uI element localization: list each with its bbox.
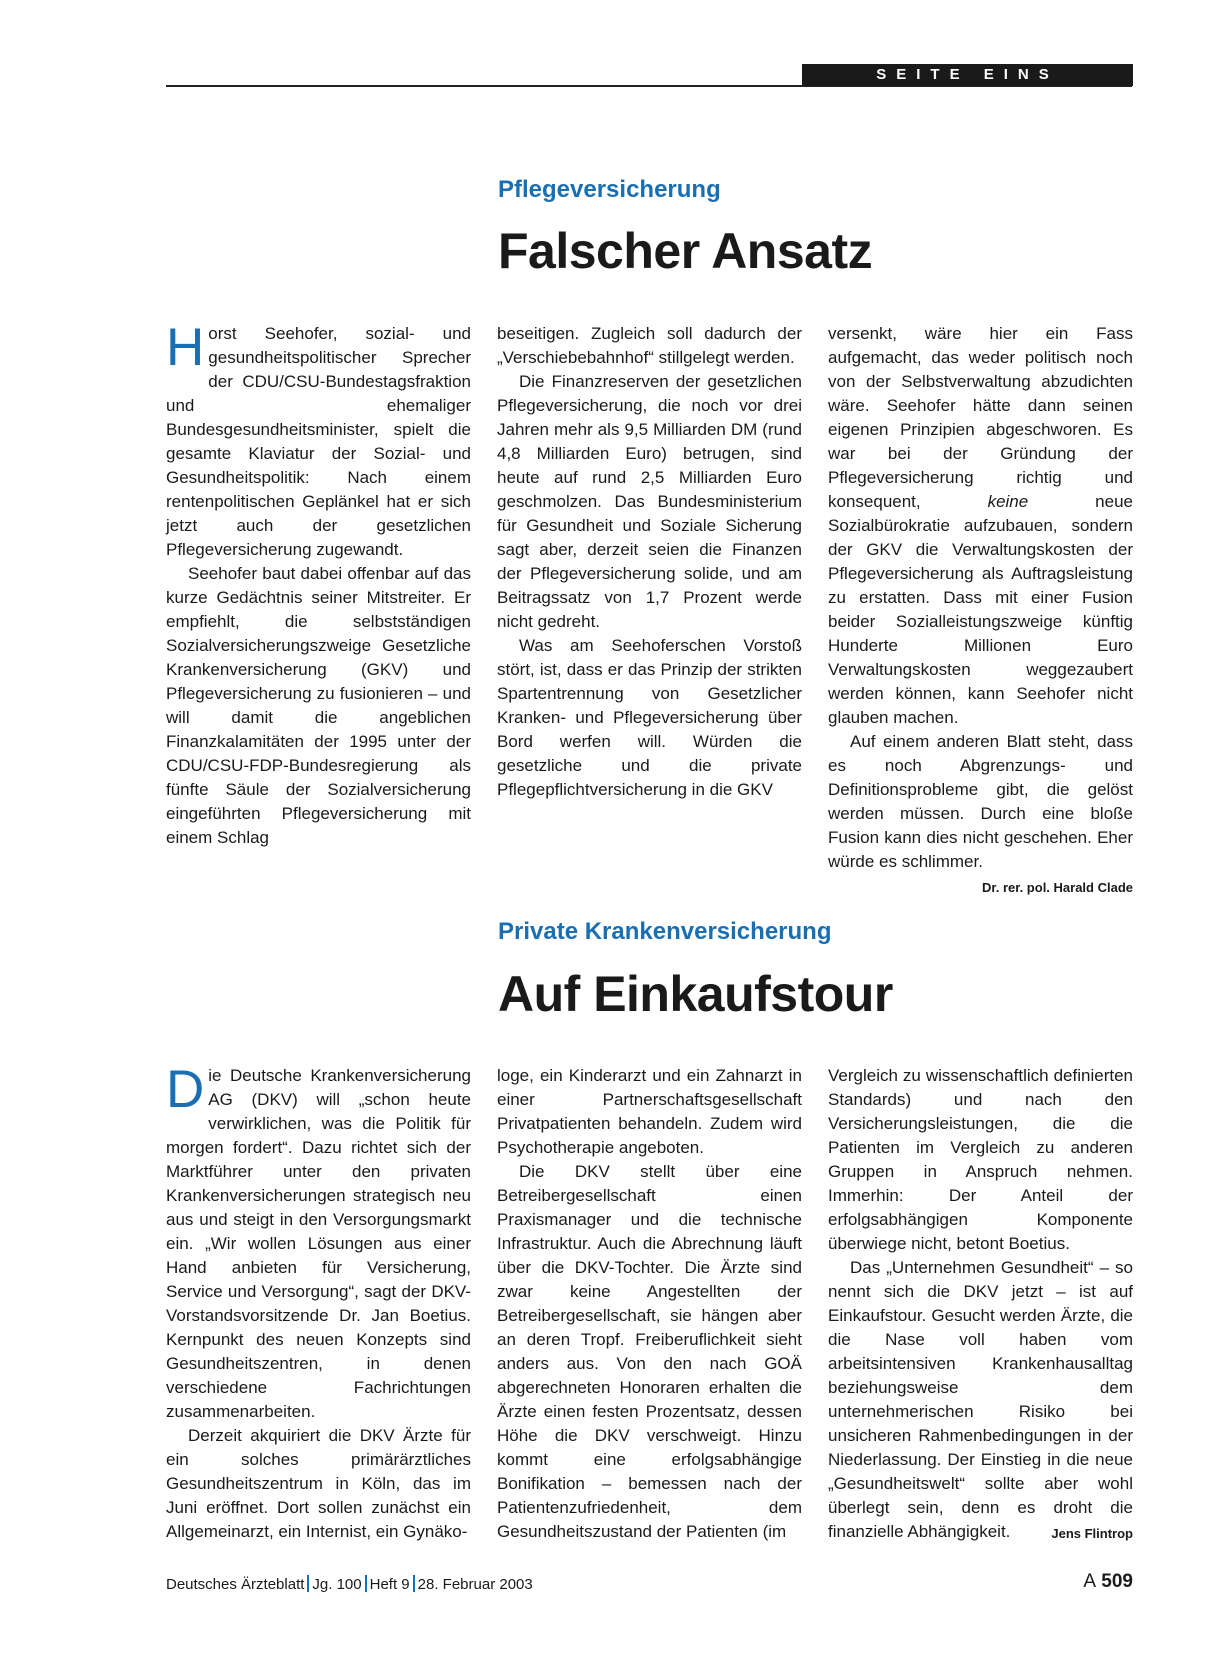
paragraph: Horst Seehofer, sozial- und gesundheitspolitischer Sprecher der CDU/CSU-Bundestagsfraktion und ehemaliger Bundesgesundheitsminister, spielt die gesamte Klaviatur der Sozial- und Gesundheitspolitik: Nach einem rentenpolitischen Geplänkel hat er sich jetzt auch der gesetzlichen Pflegeversicherung zugewandt.: [166, 318, 471, 559]
author-byline: Jens Flintrop: [1051, 1526, 1133, 1541]
page-footer: [166, 1575, 533, 1593]
article2-column-3: [828, 1064, 1133, 1546]
paragraph: Seehofer baut dabei offenbar auf das kurze Gedächtnis seiner Mitstreiter. Er empfiehlt, die selbstständigen Sozialversicherungszweige Gesetzliche Krankenversicherung (GKV) und Pflegeversicherung zu fusionieren – und will damit die angeblichen Finanzkalamitäten der 1995 unter der CDU/CSU-FDP-Bundesregierung als fünfte Säule der Sozialversicherung eingeführten Pflegeversicherung mit einem Schlag: [166, 564, 471, 847]
article1-column-2: [497, 322, 802, 802]
drop-cap: H: [166, 318, 205, 377]
issue-date: 28. Februar 2003: [417, 1576, 533, 1593]
section-label: SEITE EINS: [802, 64, 1133, 86]
drop-cap: D: [166, 1060, 205, 1119]
paragraph: Die Finanzreserven der gesetzlichen Pflegeversicherung, die noch vor drei Jahren mehr als 9,5 Milliarden DM (rund 4,8 Milliarden Euro) betrugen, sind heute auf rund 2,5 Milliarden Euro geschmolzen. Das Bundesministerium für Gesundheit und Soziale Sicherung sagt aber, derzeit seien die Finanzen der Pflegeversicherung solide, und am Beitragssatz von 1,7 Prozent werde nicht gedreht.: [497, 372, 802, 631]
paragraph: loge, ein Kinderarzt und ein Zahnarzt in einer Partnerschaftsgesellschaft Privatpatienten behandeln. Zudem wird Psychotherapie angeboten.: [497, 1066, 802, 1157]
article2-kicker: Private Krankenversicherung: [498, 918, 832, 945]
page-number: A 509: [1083, 1571, 1133, 1592]
article2-column-1: [166, 1060, 471, 1544]
article1-column-1: [166, 318, 471, 850]
paragraph: Das „Unternehmen Gesundheit“ – so nennt sich die DKV jetzt – ist auf Einkaufstour. Gesucht werden Ärzte, die die Nase voll haben vom arbeitsintensiven Krankenhausalltag beziehungsweise dem unternehmerischen Risiko bei unsicheren Rahmenbedingungen in der Niederlassung. Der Einstieg in die neue „Gesundheitswelt“ sollte aber wohl überlegt sein, denn es droht die finanzielle Abhängigkeit. Jens Flintrop: [828, 1256, 1133, 1544]
paragraph: Derzeit akquiriert die DKV Ärzte für ein solches primärärztliches Gesundheitszentrum in Köln, das im Juni eröffnet. Dort sollen zunächst ein Allgemeinarzt, ein Internist, ein Gynäko-: [166, 1426, 471, 1541]
paragraph: beseitigen. Zugleich soll dadurch der „Verschiebebahnhof“ stillgelegt werden.: [497, 324, 802, 367]
paragraph: Was am Seehoferschen Vorstoß stört, ist, dass er das Prinzip der strikten Spartentrennung von Gesetzlicher Kranken- und Pflegeversicherung über Bord werfen will. Würden die gesetzliche und die private Pflegepflichtversicherung in die GKV: [497, 636, 802, 799]
paragraph: Vergleich zu wissenschaftlich definierten Standards) und nach den Versicherungsleistungen, die die Patienten im Vergleich zu anderen Gruppen in Anspruch nehmen. Immerhin: Der Anteil der erfolgsabhängigen Komponente überwiege nicht, betont Boetius.: [828, 1066, 1133, 1253]
paragraph: versenkt, wäre hier ein Fass aufgemacht, das weder politisch noch von der Selbstverwaltung abzudichten wäre. Seehofer hätte dann seinen eigenen Prinzipien abgeschworen. Es war bei der Gründung der Pflegeversicherung richtig und konsequent, keine neue Sozialbürokratie aufzubauen, sondern der GKV die Verwaltungskosten der Pflegeversicherung als Auftragsleistung zu erstatten. Dass mit einer Fusion beider Sozialleistungszweige künftig Hunderte Millionen Euro Verwaltungskosten weggezaubert werden können, kann Seehofer nicht glauben machen.: [828, 324, 1133, 727]
paragraph: Die Deutsche Krankenversicherung AG (DKV) will „schon heute verwirklichen, was die Politik für morgen fordert“. Dazu richtet sich der Marktführer unter den privaten Krankenversicherungen strategisch neu aus und steigt in den Versorgungsmarkt ein. „Wir wollen Lösungen aus einer Hand anbieten für Versicherung, Service und Versorgung“, sagt der DKV-Vorstandsvorsitzende Dr. Jan Boetius. Kernpunkt des neuen Konzepts sind Gesundheitszentren, in denen verschiedene Fachrichtungen zusammenarbeiten.: [166, 1060, 471, 1421]
article1-column-3: [828, 322, 1133, 900]
paragraph: Die DKV stellt über eine Betreibergesellschaft einen Praxismanager und die technische Infrastruktur. Auch die Abrechnung läuft über die DKV-Tochter. Die Ärzte sind zwar keine Angestellten der Betreibergesellschaft, sie hängen aber an deren Tropf. Freiberuflichkeit sieht anders aus. Von den nach GOÄ abgerechneten Honoraren erhalten die Ärzte einen festen Prozentsatz, dessen Höhe die DKV verschweigt. Hinzu kommt eine erfolgsabhängige Bonifikation – bemessen nach der Patientenzufriedenheit, dem Gesundheitszustand der Patienten (im: [497, 1162, 802, 1541]
article2-title: Auf Einkaufstour: [498, 966, 893, 1022]
article2-column-2: [497, 1064, 802, 1544]
article1-kicker: Pflegeversicherung: [498, 176, 721, 203]
journal-name: Deutsches Ärzteblatt: [166, 1576, 305, 1593]
author-byline: Dr. rer. pol. Harald Clade: [982, 880, 1133, 895]
paragraph: Auf einem anderen Blatt steht, dass es noch Abgrenzungs- und Definitionsprobleme gibt, die gelöst werden müssen. Durch eine bloße Fusion kann dies nicht geschehen. Eher würde es schlimmer. Dr. rer. pol. Harald Clade: [828, 730, 1133, 874]
issue: Heft 9: [369, 1576, 410, 1593]
volume: Jg. 100: [312, 1576, 362, 1593]
article1-title: Falscher Ansatz: [498, 223, 873, 279]
